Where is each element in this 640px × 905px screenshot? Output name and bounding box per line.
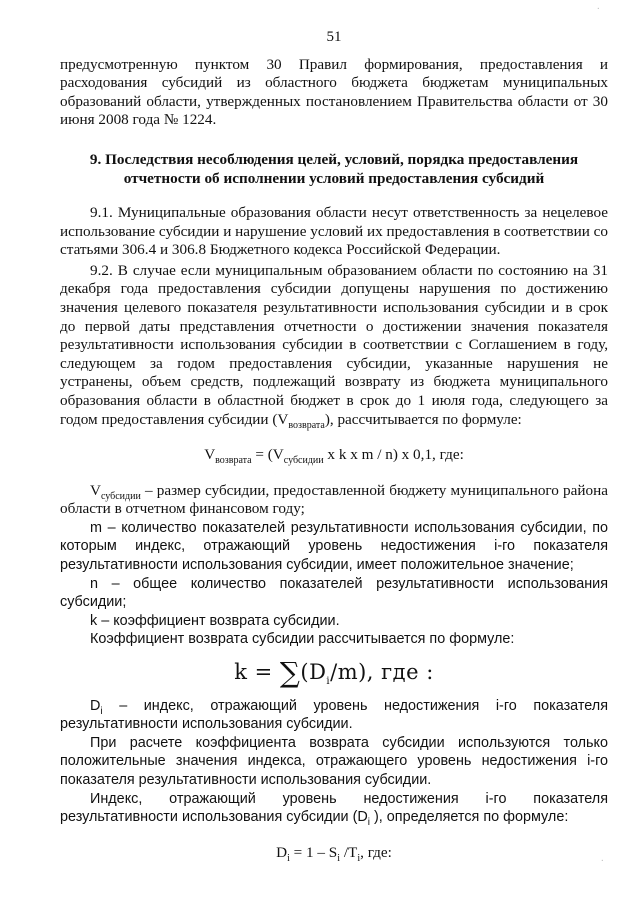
formula3-tail: , где: [360, 843, 392, 861]
formula2-open: (D [300, 660, 327, 685]
paragraph-9-1: 9.1. Муниципальные образования области несут ответственность за нецелевое использование субсидии и нарушение условий их предоставления в соответствии со статьями 306.4 и 306.8 Бюджетного кодекса Российской Федерации. [60, 203, 608, 259]
paragraph-9-2-text: 9.2. В случае если муниципальным образованием области по состоянию на 31 декабря года предоставления субсидии допущены нарушения по достижению значения целевого показателя результативности использования субсидии и в срок до первой даты представления отчетности о достижении значения показателя результативности использования субсидии в соответствии с Соглашением в году, следующем за годом предоставления субсидии, указанные нарушения не устранены, объем средств, подлежащий возврату из бюджета муниципального образования области в областной бюджет в срок до 1 июля года, следующего за годом предоставления субсидии (V [60, 261, 608, 428]
formula-return-coefficient [60, 656, 608, 690]
formula2-left: k = [234, 660, 280, 685]
formula2-close: /m), где : [330, 660, 434, 685]
paragraph-9-2-tail: ), рассчитывается по формуле: [324, 410, 522, 428]
index-intro-subscript: i [367, 817, 371, 829]
definition-d-text: – индекс, отражающий уровень недостижения i-го показателя результативности использования субсидии. [60, 697, 608, 733]
scan-artifact-bottom: · [600, 856, 604, 867]
formula1-tail: x k x m / n) x 0,1, где: [323, 446, 464, 464]
formula-return-volume [60, 446, 608, 465]
formula2-sub: i [326, 676, 331, 688]
index-formula-intro [60, 790, 608, 827]
paragraph-9-2-subscript: возврата [288, 419, 325, 431]
formula3-mid: = 1 – S [289, 843, 338, 861]
formula-index [60, 844, 608, 863]
definition-d [60, 697, 608, 734]
formula1-v: V [204, 446, 216, 464]
formula2-sigma: ∑ [279, 656, 301, 690]
definition-v-text: – размер субсидии, предоставленной бюджету муниципального района области в отчетном финансовом году; [60, 481, 608, 518]
formula1-mid-sub: субсидии [283, 455, 324, 467]
document-page [60, 28, 608, 879]
definition-v-symbol: V [90, 481, 101, 499]
formula3-s-sub: i [337, 852, 341, 864]
definition-v [60, 482, 608, 519]
formula3-t-sub: i [357, 852, 361, 864]
definition-d-subscript: i [100, 705, 103, 717]
continuation-paragraph: предусмотренную пунктом 30 Правил формирования, предоставления и расходования субсидий из областного бюджета бюджетам муниципальных образований области, утвержденных постановлением Правительства области от 30 июня 2008 года № 1224. [60, 55, 608, 129]
formula3-d: D [276, 843, 288, 861]
definition-v-subscript: субсидии [100, 490, 141, 502]
definition-m: m – количество показателей результативности использования субсидии, по которым индекс, отражающий уровень недостижения i-го показателя результативности использования субсидии, имеет положительное значение; [60, 519, 608, 574]
formula1-mid: = (V [251, 446, 284, 464]
formula3-slash: /T [340, 843, 358, 861]
page-number: 51 [326, 29, 342, 45]
definition-n: n – общее количество показателей результативности использования субсидии; [60, 575, 608, 611]
definition-k: k – коэффициент возврата субсидии. [90, 612, 340, 629]
section-heading: 9. Последствия несоблюдения целей, условий, порядка предоставления отчетности об исполнении условий предоставления субсидий [89, 150, 579, 187]
index-intro-text: Индекс, отражающий уровень недостижения i-го показателя результативности использования субсидии (D [60, 790, 608, 826]
index-intro-tail: ), определяется по формуле: [370, 809, 569, 826]
scan-artifact-top: · [596, 4, 600, 15]
formula3-d-sub: i [287, 852, 290, 864]
calculation-note: При расчете коэффициента возврата субсидии используются только положительные значения индекса, отражающего уровень недостижения i-го показателя результативности использования субсидии. [60, 734, 608, 788]
paragraph-9-2 [60, 262, 608, 429]
definition-d-symbol: D [90, 697, 101, 714]
k-formula-intro: Коэффициент возврата субсидии рассчитывается по формуле: [90, 631, 515, 648]
formula1-v-sub: возврата [215, 455, 252, 467]
